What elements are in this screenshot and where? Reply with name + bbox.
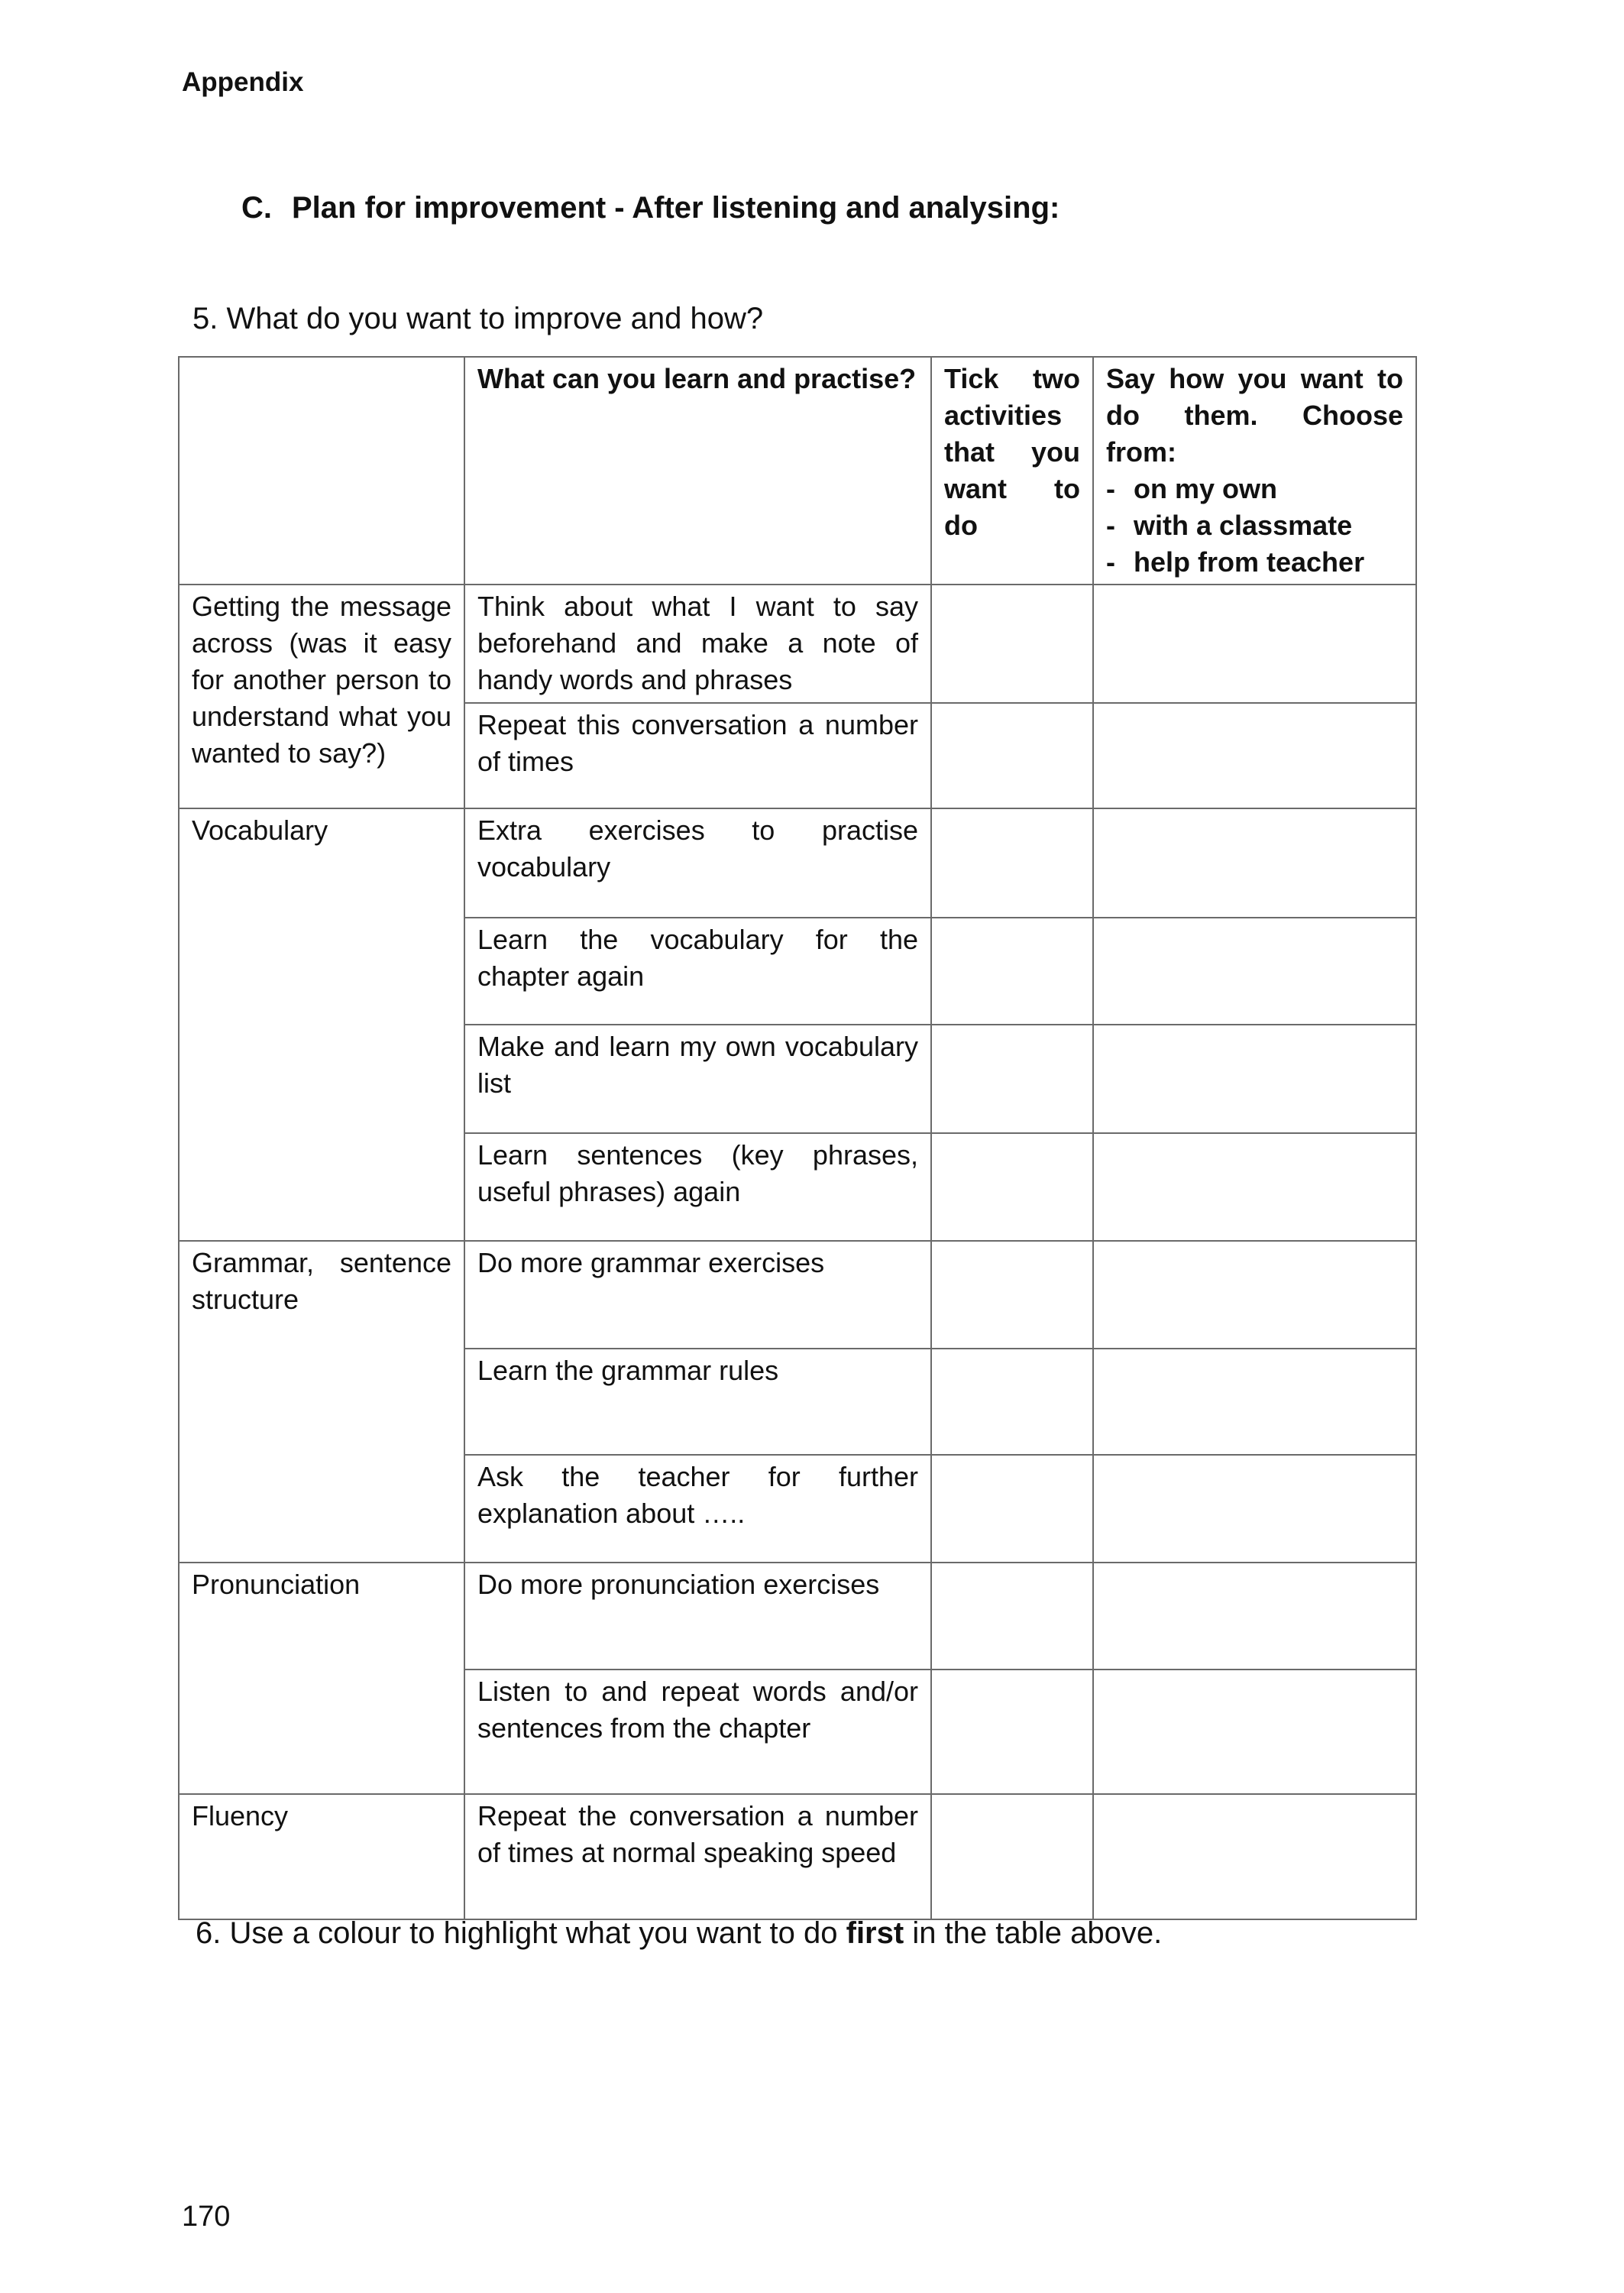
tick-cell[interactable] <box>931 703 1093 808</box>
how-cell[interactable] <box>1093 1794 1416 1919</box>
tick-cell[interactable] <box>931 1563 1093 1670</box>
activity-cell: Do more grammar exercises <box>464 1241 931 1349</box>
tick-cell[interactable] <box>931 1349 1093 1455</box>
area-fluency: Fluency <box>179 1794 464 1919</box>
question-6-text: 6. Use a colour to highlight what you want to do <box>196 1916 846 1950</box>
tick-cell[interactable] <box>931 1133 1093 1241</box>
tick-cell[interactable] <box>931 1241 1093 1349</box>
how-cell[interactable] <box>1093 1133 1416 1241</box>
question-6-text-end: in the table above. <box>904 1916 1163 1950</box>
table-row <box>179 1563 1416 1670</box>
tick-cell[interactable] <box>931 1670 1093 1794</box>
page-number: 170 <box>182 2201 231 2233</box>
activity-cell: Do more pronunciation exercises <box>464 1563 931 1670</box>
table-row <box>179 1241 1416 1349</box>
activity-cell: Learn sentences (key phrases, useful phrases) again <box>464 1133 931 1241</box>
table-row <box>179 585 1416 703</box>
table-row <box>179 808 1416 918</box>
activity-cell: Ask the teacher for further explanation about ….. <box>464 1455 931 1563</box>
question-5: 5. What do you want to improve and how? <box>192 302 764 335</box>
how-options-list <box>1106 471 1403 581</box>
header-tick: Tick two activities that you want to do <box>931 357 1093 585</box>
tick-cell[interactable] <box>931 918 1093 1025</box>
activity-cell: Make and learn my own vocabulary list <box>464 1025 931 1133</box>
how-cell[interactable] <box>1093 1670 1416 1794</box>
area-grammar: Grammar, sentence structure <box>179 1241 464 1563</box>
header-how <box>1093 357 1416 585</box>
header-learn: What can you learn and practise? <box>464 357 931 585</box>
how-cell[interactable] <box>1093 1349 1416 1455</box>
area-pronunciation: Pronunciation <box>179 1563 464 1794</box>
activity-cell: Learn the grammar rules <box>464 1349 931 1455</box>
question-6 <box>196 1916 1162 1951</box>
tick-cell[interactable] <box>931 1455 1093 1563</box>
tick-cell[interactable] <box>931 808 1093 918</box>
activity-cell: Think about what I want to say beforehand and make a note of handy words and phrases <box>464 585 931 703</box>
activity-cell: Repeat this conversation a number of times <box>464 703 931 808</box>
how-cell[interactable] <box>1093 1025 1416 1133</box>
activity-cell: Listen to and repeat words and/or sentences from the chapter <box>464 1670 931 1794</box>
how-cell[interactable] <box>1093 808 1416 918</box>
option-with-classmate: - with a classmate <box>1106 507 1403 544</box>
activity-cell: Learn the vocabulary for the chapter again <box>464 918 931 1025</box>
header-how-text: Say how you want to do them. Choose from: <box>1106 363 1403 468</box>
improvement-plan-table <box>178 356 1417 1920</box>
header-row <box>179 357 1416 585</box>
how-cell[interactable] <box>1093 1455 1416 1563</box>
area-vocabulary: Vocabulary <box>179 808 464 1241</box>
table-row <box>179 1794 1416 1919</box>
tick-cell[interactable] <box>931 1025 1093 1133</box>
section-heading <box>241 191 1059 225</box>
option-on-my-own: - on my own <box>1106 471 1403 507</box>
activity-cell: Repeat the conversation a number of times at normal speaking speed <box>464 1794 931 1919</box>
how-cell[interactable] <box>1093 1241 1416 1349</box>
how-cell[interactable] <box>1093 1563 1416 1670</box>
tick-cell[interactable] <box>931 585 1093 703</box>
option-help-from-teacher: - help from teacher <box>1106 544 1403 581</box>
section-letter: C. <box>241 191 272 225</box>
question-6-emphasis: first <box>846 1916 904 1950</box>
how-cell[interactable] <box>1093 703 1416 808</box>
running-head: Appendix <box>182 67 304 97</box>
activity-cell: Extra exercises to practise vocabulary <box>464 808 931 918</box>
tick-cell[interactable] <box>931 1794 1093 1919</box>
how-cell[interactable] <box>1093 585 1416 703</box>
header-area-cell <box>179 357 464 585</box>
area-getting-message-across: Getting the message across (was it easy for another person to understand what you wanted to say?) <box>179 585 464 808</box>
section-title: Plan for improvement - After listening and analysing: <box>292 191 1060 225</box>
how-cell[interactable] <box>1093 918 1416 1025</box>
